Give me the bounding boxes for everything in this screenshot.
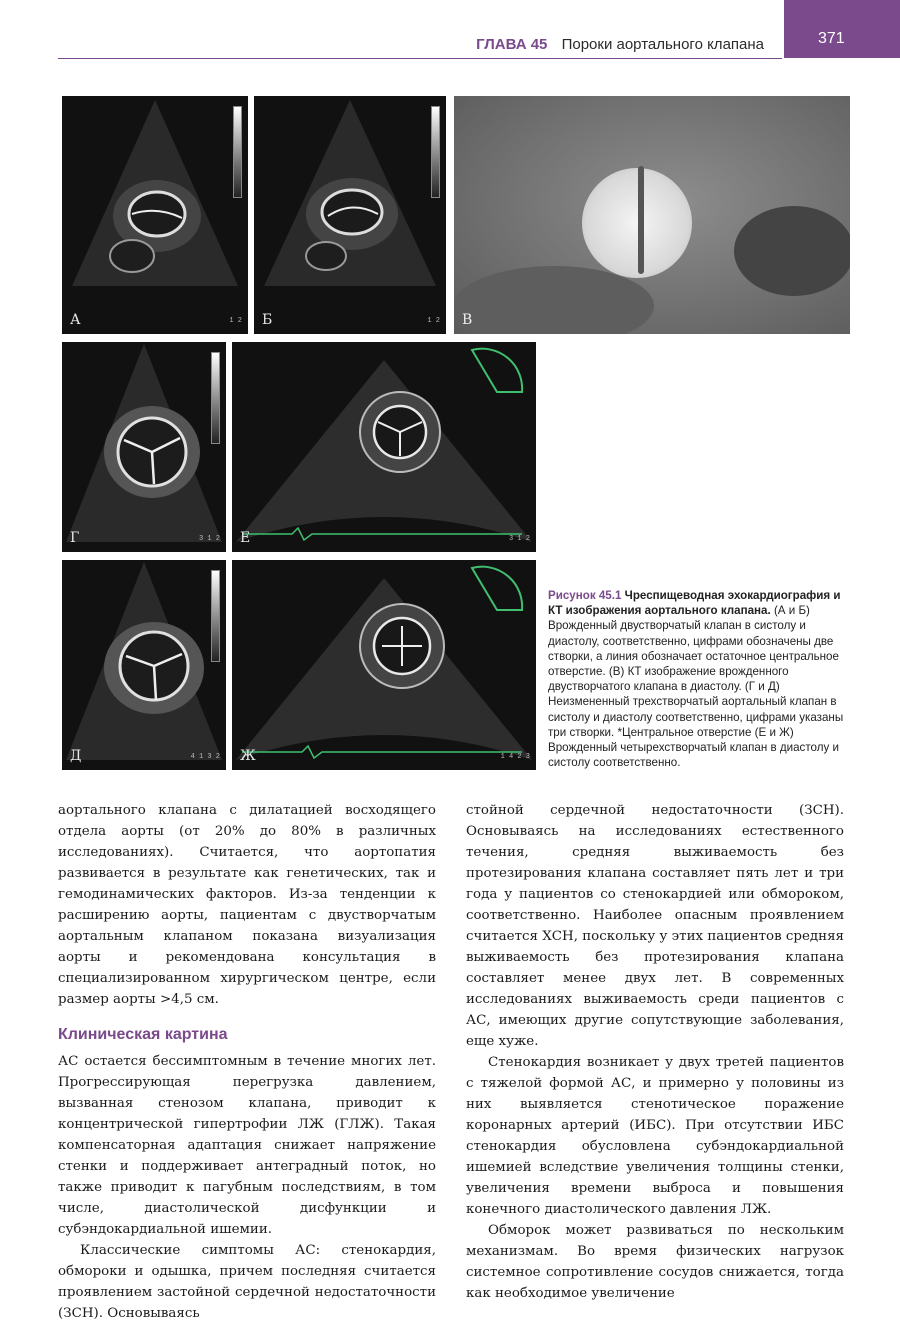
chapter-number: ГЛАВА 45 xyxy=(476,36,548,53)
panel-marks: 1 4 2 3 xyxy=(500,753,530,761)
panel-label: Д xyxy=(70,748,82,764)
aortic-root xyxy=(582,168,692,278)
panel-marks: 4 1 3 2 xyxy=(190,753,220,761)
panel-marks: 1 2 xyxy=(229,317,242,325)
echo-image-zh xyxy=(232,560,536,770)
paragraph: АС остается бессимптомным в течение многих лет. Прогрессирующая перегрузка давлением, вызванная стенозом клапана, приводит к концентрической гипертрофии ЛЖ (ГЛЖ). Такая компенсаторная адаптация снижает напряжение стенки и поддерживает антеградный поток, но также приводит к пагубным последствиям, в том числе, диастолической дисфункции и субэндокардиальной ишемии. xyxy=(58,1054,436,1237)
grayscale-bar xyxy=(211,570,220,662)
paragraph: стойной сердечной недостаточности (ЗСН). Основываясь на исследованиях естественного течения, средняя выживаемость без протезирования клапана составляет пять лет и три года у пациентов со стенокардией или обмороком, соответственно. Наиболее опасным проявлением считается ХСН, поскольку у этих пациентов средняя выживаемость без протезирования клапана составляет менее двух лет. В современных исследованиях выживаемость среди пациентов с АС, имеющих другие сопутствующие заболевания, еще хуже. xyxy=(466,803,844,1049)
figure-caption-body: (А и Б) Врожденный двустворчатый клапан в систолу и диастолу, соответственно, цифрами обозначены две створки, а линия обозначает остаточное центральное отверстие. (В) КТ изображение врожденного двустворчатого клапана в диастолу. (Г и Д) Неизмененный трехстворчатый аортальный клапан в систолу и диастолу соответственно, цифрами указаны три створки. *Центральное отверстие (Е и Ж) Врожденный четырехстворчатый клапан в диастолу и систолу соответственно. xyxy=(548,604,844,770)
echo-panel-d xyxy=(62,560,226,770)
running-header xyxy=(476,36,764,53)
figure-caption xyxy=(548,588,854,770)
panel-label: В xyxy=(462,312,473,328)
panel-label: Б xyxy=(262,312,273,328)
echo-panel-b xyxy=(254,96,446,334)
panel-label: Ж xyxy=(240,748,256,764)
panel-label: Г xyxy=(70,530,80,546)
echo-panel-g xyxy=(62,342,226,552)
grayscale-bar xyxy=(431,106,440,198)
echo-panel-zh xyxy=(232,560,536,770)
echo-image-b xyxy=(254,96,446,334)
dark-region xyxy=(734,206,850,296)
left-column xyxy=(58,800,436,1324)
echo-image-d xyxy=(62,560,226,770)
chapter-title: Пороки аортального клапана xyxy=(561,36,764,53)
panel-label: А xyxy=(70,312,81,328)
echo-panel-e xyxy=(232,342,536,552)
right-column xyxy=(466,800,844,1304)
valve-line xyxy=(638,166,644,274)
panel-label: Е xyxy=(240,530,251,546)
figure-number: Рисунок 45.1 xyxy=(548,589,622,602)
grayscale-bar xyxy=(233,106,242,198)
echo-image-a xyxy=(62,96,248,334)
echo-image-g xyxy=(62,342,226,552)
figure-title: Чреспищеводная эхокардиография и КТ изображения аортального клапана. xyxy=(548,589,841,618)
page-number-tab xyxy=(784,0,900,58)
paragraph: Обморок может развиваться по нескольким механизмам. Во время физических нагрузок системное сопротивление сосудов снижается, тогда как необходимое увеличение xyxy=(466,1223,844,1301)
paragraph: Стенокардия возникает у двух третей пациентов с тяжелой формой АС, и примерно у половины из них выявляется стенотическое поражение коронарных артерий (ИБС). При отсутствии ИБС стенокардия обусловлена субэндокардиальной ишемией вследствие увеличения толщины стенки, увеличения времени выброса и повышения конечного диастолического давления ЛЖ. xyxy=(466,1055,844,1217)
paragraph: Классические симптомы АС: стенокардия, обмороки и одышка, причем последняя считается проявлением застойной сердечной недостаточности (ЗСН). Основываясь xyxy=(58,1243,436,1321)
paragraph: аортального клапана с дилатацией восходящего отдела аорты (от 20% до 80% в различных исследованиях). Считается, что аортопатия развивается в результате как генетических, так и гемодинамических факторов. Из-за тенденции к расширению аорты, пациентам с двустворчатым аортальным клапаном показана визуализация аорты и рекомендована консультация в специализированном хирургическом центре, если размер аорты >4,5 см. xyxy=(58,803,436,1007)
header-rule xyxy=(58,58,782,59)
echo-image-e xyxy=(232,342,536,552)
grayscale-bar xyxy=(211,352,220,444)
panel-marks: 3 1 2 xyxy=(198,535,220,543)
panel-marks: 3 1 2 xyxy=(508,535,530,543)
ct-panel-v xyxy=(454,96,850,334)
echo-panel-a xyxy=(62,96,248,334)
section-heading: Клиническая картина xyxy=(58,1026,228,1043)
panel-marks: 1 2 xyxy=(427,317,440,325)
page-number: 371 xyxy=(818,30,845,47)
